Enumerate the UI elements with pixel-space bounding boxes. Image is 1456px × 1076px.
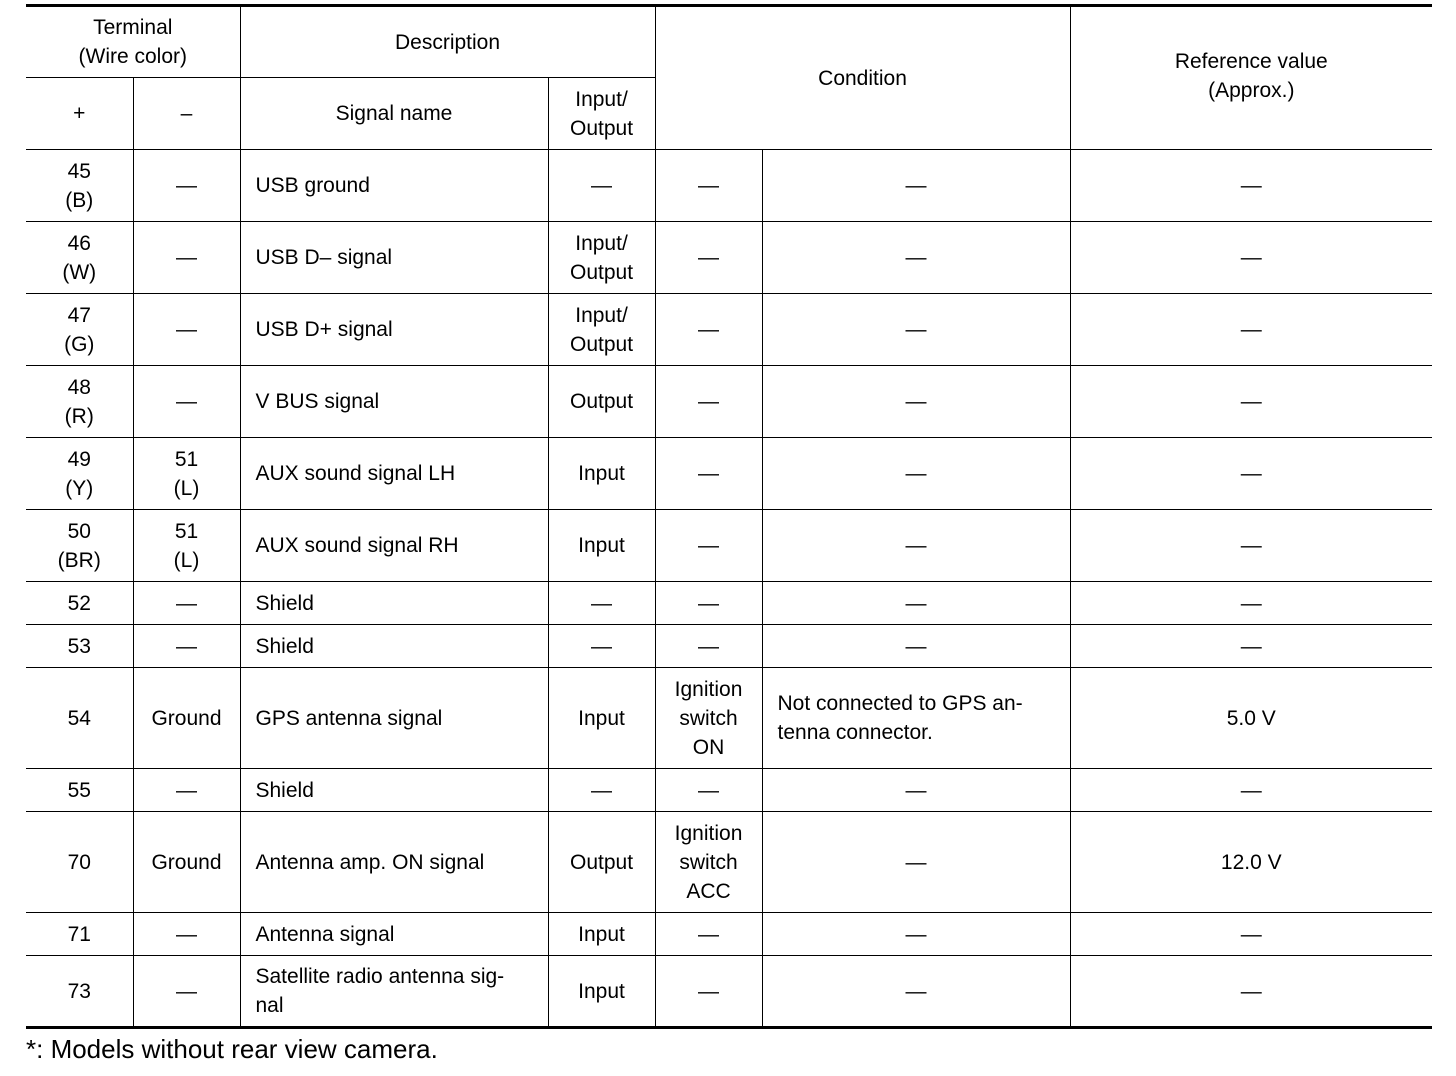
header-input-output: Input/ Output: [548, 78, 655, 150]
cell-signal-name: USB ground: [240, 150, 548, 222]
cell-input-output: —: [548, 582, 655, 625]
cell-reference-value: —: [1070, 913, 1432, 956]
cell-terminal-minus: —: [133, 625, 240, 668]
cell-input-output: Output: [548, 366, 655, 438]
cell-signal-name: AUX sound signal LH: [240, 438, 548, 510]
cell-signal-name: Antenna signal: [240, 913, 548, 956]
cell-condition-state: —: [655, 438, 762, 510]
cell-condition-state: —: [655, 150, 762, 222]
cell-terminal-minus: 51 (L): [133, 438, 240, 510]
cell-input-output: —: [548, 625, 655, 668]
cell-input-output: Input: [548, 956, 655, 1028]
cell-terminal-minus: —: [133, 956, 240, 1028]
cell-input-output: —: [548, 769, 655, 812]
cell-condition-state: Ignition switch ACC: [655, 812, 762, 913]
table-row: [26, 366, 1432, 438]
table-row: [26, 668, 1432, 769]
cell-reference-value: —: [1070, 956, 1432, 1028]
cell-terminal-plus: 55: [26, 769, 133, 812]
cell-input-output: Input/ Output: [548, 294, 655, 366]
cell-signal-name: USB D– signal: [240, 222, 548, 294]
cell-signal-name: AUX sound signal RH: [240, 510, 548, 582]
cell-condition-detail: —: [762, 769, 1070, 812]
header-signal-name: Signal name: [240, 78, 548, 150]
cell-terminal-plus: 48 (R): [26, 366, 133, 438]
cell-terminal-minus: —: [133, 150, 240, 222]
cell-condition-detail: —: [762, 913, 1070, 956]
table-row: [26, 582, 1432, 625]
table-row: [26, 769, 1432, 812]
cell-terminal-minus: —: [133, 222, 240, 294]
header-minus: –: [133, 78, 240, 150]
cell-reference-value: —: [1070, 150, 1432, 222]
cell-reference-value: —: [1070, 510, 1432, 582]
cell-terminal-minus: —: [133, 769, 240, 812]
cell-input-output: —: [548, 150, 655, 222]
cell-input-output: Input: [548, 913, 655, 956]
cell-terminal-minus: 51 (L): [133, 510, 240, 582]
cell-terminal-minus: —: [133, 913, 240, 956]
cell-terminal-plus: 53: [26, 625, 133, 668]
cell-input-output: Input: [548, 668, 655, 769]
cell-terminal-minus: Ground: [133, 812, 240, 913]
terminal-spec-table: [26, 4, 1432, 1029]
cell-condition-state: —: [655, 582, 762, 625]
cell-reference-value: —: [1070, 222, 1432, 294]
cell-condition-state: —: [655, 913, 762, 956]
cell-signal-name: V BUS signal: [240, 366, 548, 438]
cell-condition-state: —: [655, 294, 762, 366]
header-reference-value: Reference value (Approx.): [1070, 6, 1432, 150]
header-condition: Condition: [655, 6, 1070, 150]
cell-condition-detail: —: [762, 222, 1070, 294]
cell-terminal-plus: 52: [26, 582, 133, 625]
cell-signal-name: Antenna amp. ON signal: [240, 812, 548, 913]
cell-terminal-plus: 70: [26, 812, 133, 913]
cell-condition-detail: —: [762, 625, 1070, 668]
cell-terminal-minus: —: [133, 294, 240, 366]
cell-signal-name: Shield: [240, 625, 548, 668]
cell-condition-state: —: [655, 222, 762, 294]
table-row: [26, 222, 1432, 294]
cell-condition-state: —: [655, 510, 762, 582]
header-terminal: Terminal (Wire color): [26, 6, 240, 78]
cell-terminal-plus: 50 (BR): [26, 510, 133, 582]
cell-condition-detail: —: [762, 150, 1070, 222]
cell-signal-name: Satellite radio antenna sig- nal: [240, 956, 548, 1028]
cell-terminal-plus: 73: [26, 956, 133, 1028]
cell-input-output: Input: [548, 438, 655, 510]
footnote: *: Models without rear view camera.: [26, 1034, 438, 1064]
cell-signal-name: GPS antenna signal: [240, 668, 548, 769]
cell-condition-detail: —: [762, 438, 1070, 510]
cell-condition-state: —: [655, 769, 762, 812]
table-row: [26, 150, 1432, 222]
cell-terminal-plus: 47 (G): [26, 294, 133, 366]
table-row: [26, 625, 1432, 668]
cell-terminal-plus: 71: [26, 913, 133, 956]
cell-reference-value: —: [1070, 769, 1432, 812]
cell-input-output: Input/ Output: [548, 222, 655, 294]
cell-reference-value: —: [1070, 294, 1432, 366]
cell-condition-detail: —: [762, 956, 1070, 1028]
cell-condition-state: —: [655, 625, 762, 668]
table-row: [26, 956, 1432, 1028]
table-row: [26, 294, 1432, 366]
table-row: [26, 913, 1432, 956]
cell-signal-name: Shield: [240, 582, 548, 625]
cell-condition-detail: —: [762, 294, 1070, 366]
cell-condition-detail: —: [762, 366, 1070, 438]
cell-condition-detail: —: [762, 510, 1070, 582]
cell-terminal-minus: Ground: [133, 668, 240, 769]
cell-terminal-plus: 45 (B): [26, 150, 133, 222]
table-body: [26, 150, 1432, 1028]
cell-condition-state: —: [655, 366, 762, 438]
cell-reference-value: —: [1070, 625, 1432, 668]
cell-reference-value: —: [1070, 366, 1432, 438]
cell-input-output: Output: [548, 812, 655, 913]
cell-condition-detail: Not connected to GPS an- tenna connector.: [762, 668, 1070, 769]
cell-reference-value: 12.0 V: [1070, 812, 1432, 913]
cell-terminal-plus: 49 (Y): [26, 438, 133, 510]
cell-condition-detail: —: [762, 812, 1070, 913]
table-row: [26, 510, 1432, 582]
cell-condition-state: Ignition switch ON: [655, 668, 762, 769]
cell-terminal-plus: 46 (W): [26, 222, 133, 294]
cell-signal-name: USB D+ signal: [240, 294, 548, 366]
cell-reference-value: 5.0 V: [1070, 668, 1432, 769]
table-row: [26, 438, 1432, 510]
cell-signal-name: Shield: [240, 769, 548, 812]
cell-terminal-plus: 54: [26, 668, 133, 769]
table-row: [26, 812, 1432, 913]
cell-terminal-minus: —: [133, 582, 240, 625]
cell-input-output: Input: [548, 510, 655, 582]
header-description: Description: [240, 6, 655, 78]
cell-condition-state: —: [655, 956, 762, 1028]
cell-terminal-minus: —: [133, 366, 240, 438]
cell-reference-value: —: [1070, 438, 1432, 510]
cell-reference-value: —: [1070, 582, 1432, 625]
header-plus: +: [26, 78, 133, 150]
cell-condition-detail: —: [762, 582, 1070, 625]
